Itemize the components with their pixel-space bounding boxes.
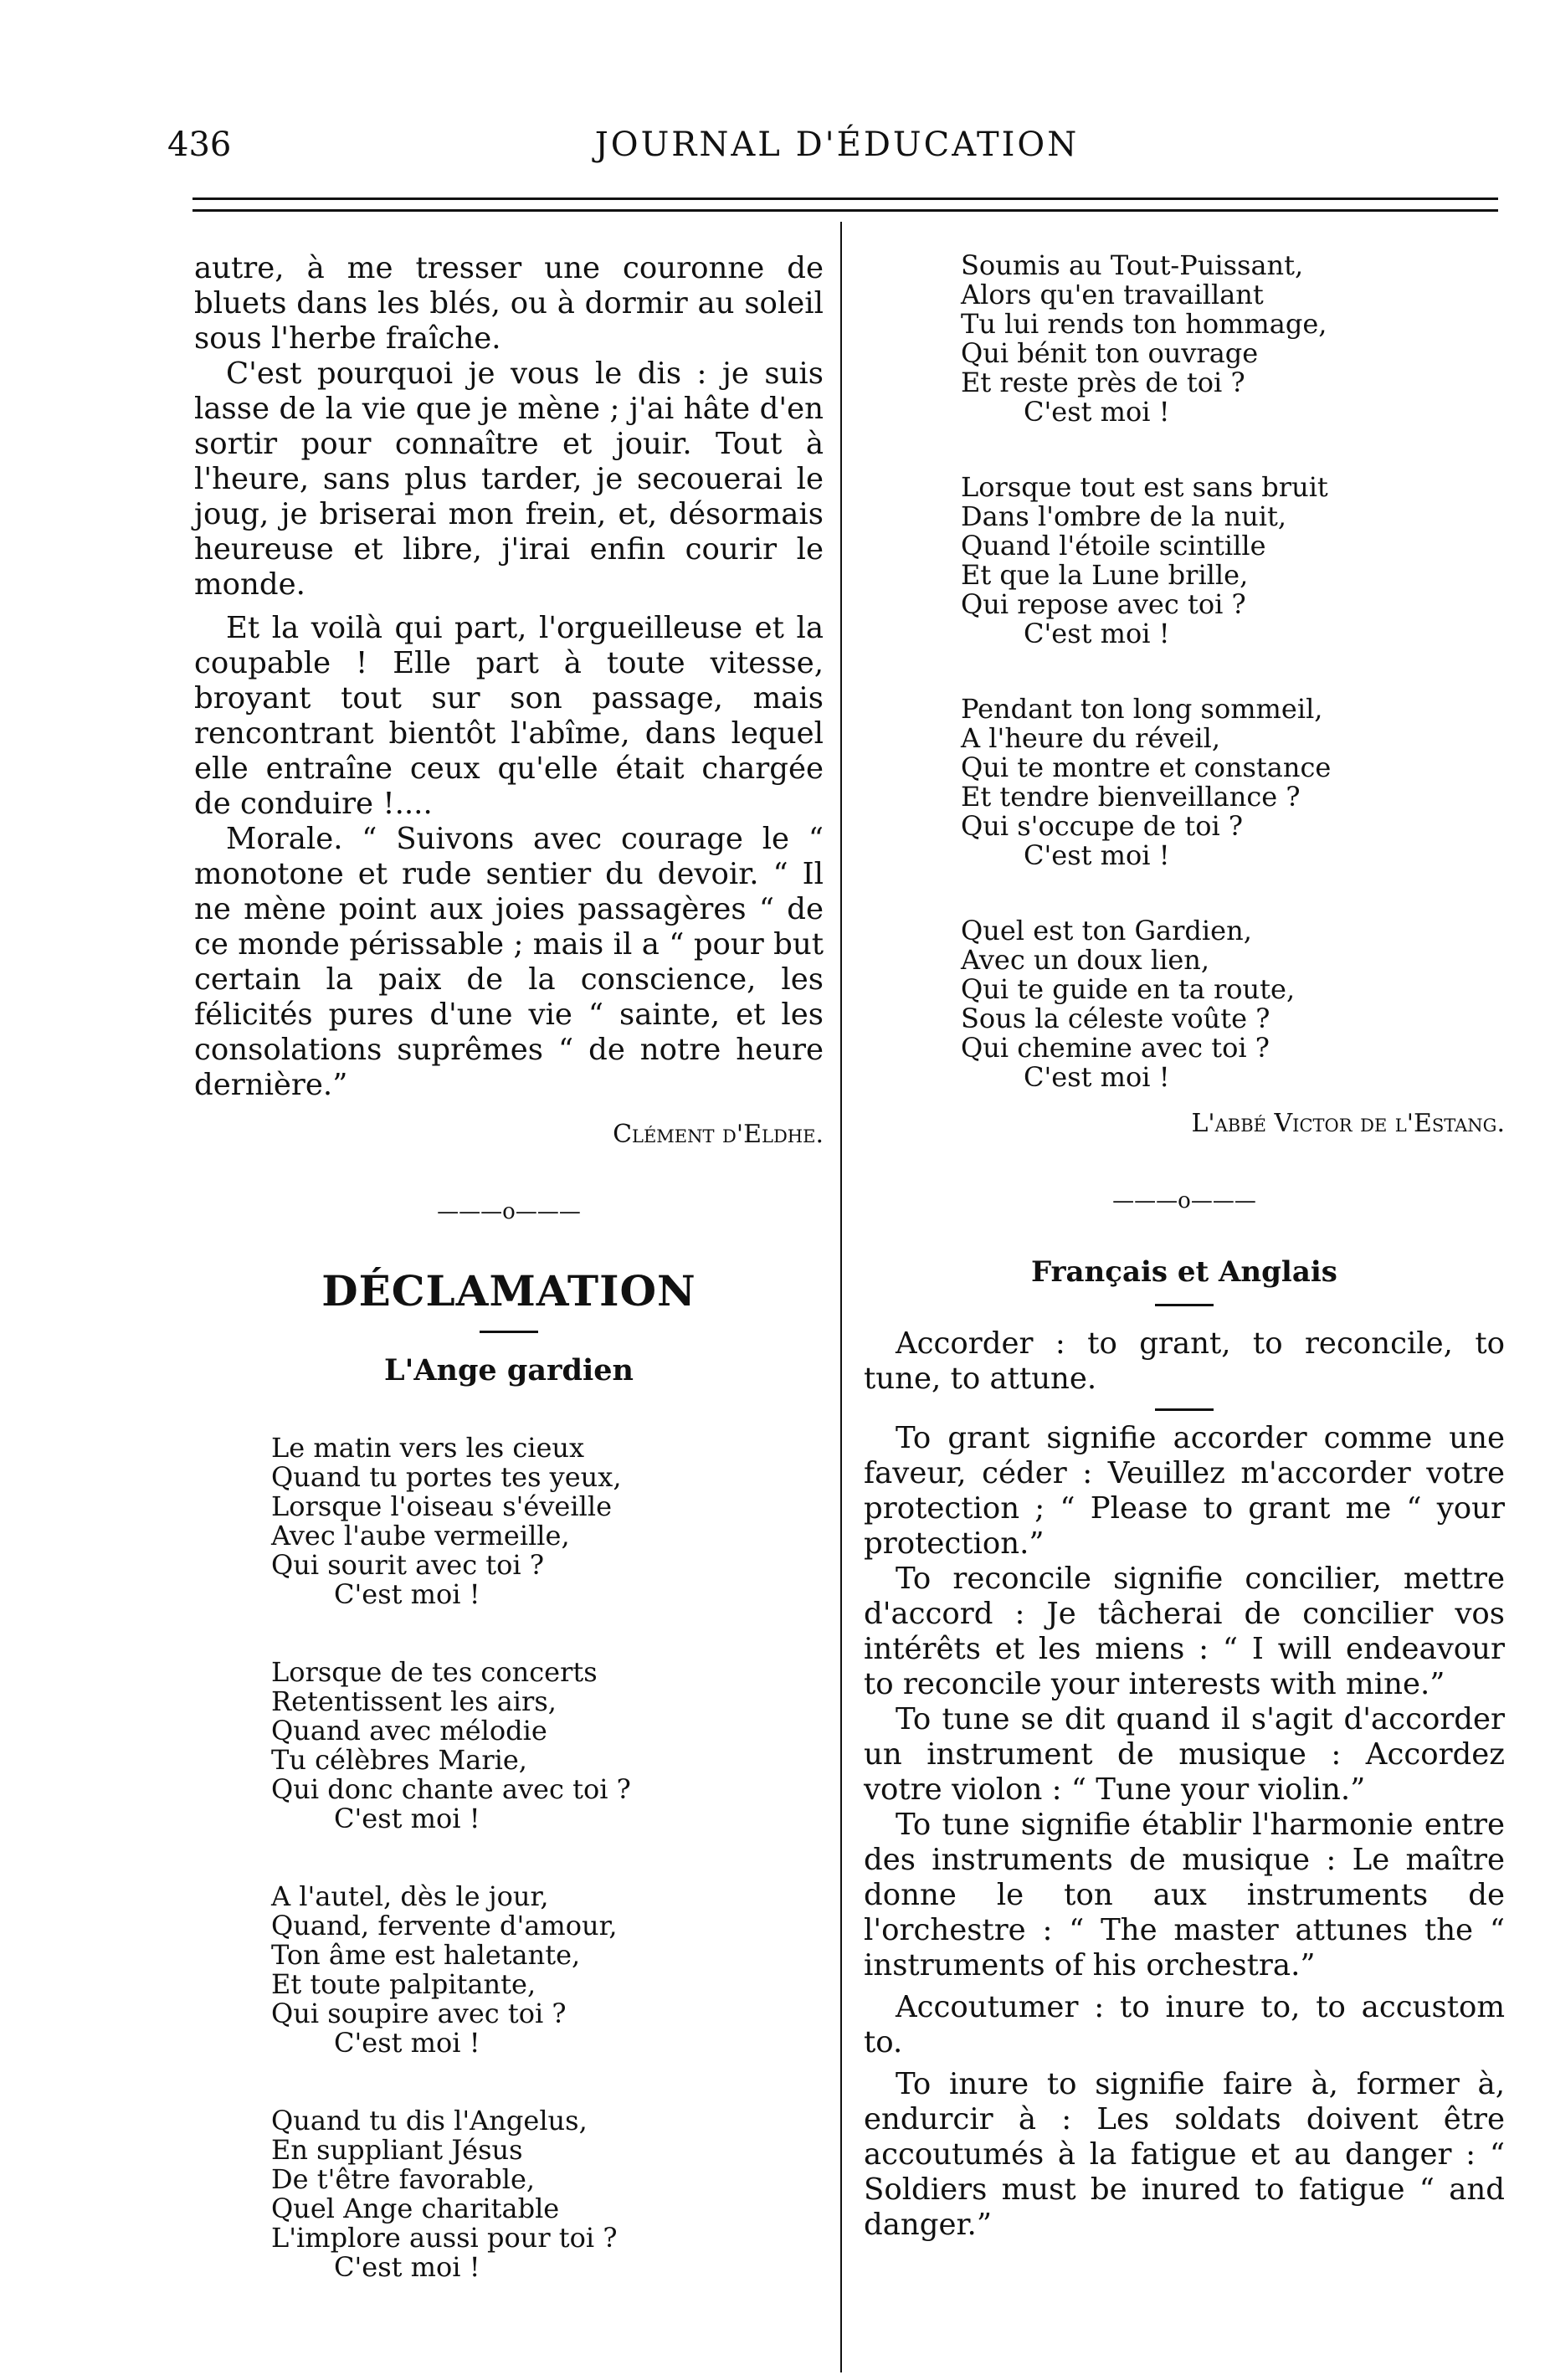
refrain-line: C'est moi ! xyxy=(1024,618,1170,649)
verse-line: Quel Ange charitable xyxy=(271,2193,560,2224)
page-number: 436 xyxy=(167,126,232,164)
stanza xyxy=(961,916,1505,1092)
verse-line: Le matin vers les cieux xyxy=(271,1432,585,1464)
verse-line: Quand tu portes tes yeux, xyxy=(271,1461,622,1493)
story-text xyxy=(194,251,824,1103)
verse-line: Qui donc chante avec toi ? xyxy=(271,1773,631,1805)
verse-line: Qui te montre et constance xyxy=(961,751,1332,783)
verse-line: Sous la céleste voûte ? xyxy=(961,1003,1270,1034)
refrain-line: C'est moi ! xyxy=(1024,1061,1170,1093)
header-rule-bottom xyxy=(192,209,1498,212)
entry-heading: Accorder : to grant, to reconcile, to tune, to attune. xyxy=(864,1326,1505,1396)
verse-line: Qui te guide en ta route, xyxy=(961,973,1296,1005)
author-signature: Clément d'Eldhe. xyxy=(613,1120,824,1149)
entry-paragraph: To tune se dit quand il s'agit d'accorder un instrument de musique : Accordez votre violon : “ Tune your violin.” xyxy=(864,1702,1505,1807)
verse-line: Retentissent les airs, xyxy=(271,1685,557,1717)
refrain-line: C'est moi ! xyxy=(334,1578,480,1610)
stanza xyxy=(961,473,1505,649)
paragraph: Et la voilà qui part, l'orgueilleuse et la coupable ! Elle part à toute vitesse, broyant tout sur son passage, mais rencontrant bientôt l'abîme, dans lequel elle entraîne ceux qu'elle était chargée de conduire !.... xyxy=(194,611,824,821)
entry-heading: Accoutumer : to inure to, to accustom to. xyxy=(864,1990,1505,2059)
poem-title: L'Ange gardien xyxy=(384,1353,634,1387)
verse-line: Quand tu dis l'Angelus, xyxy=(271,2105,588,2136)
title-rule xyxy=(480,1331,538,1333)
verse-line: L'implore aussi pour toi ? xyxy=(271,2222,618,2254)
verse-line: Soumis au Tout-Puissant, xyxy=(961,249,1304,281)
verse-line: Pendant ton long sommeil, xyxy=(961,693,1323,725)
verse-line: Qui bénit ton ouvrage xyxy=(961,337,1259,369)
section-separator: ———o——— xyxy=(1112,1188,1256,1213)
stanza xyxy=(961,251,1505,427)
title-rule xyxy=(1155,1304,1214,1306)
entry-paragraph: To reconcile signifie concilier, mettre d'accord : Je tâcherai de concilier vos intérêts et les miens : “ I will endeavour to reconcile your interests with mine.” xyxy=(864,1562,1505,1701)
refrain-line: C'est moi ! xyxy=(334,2251,480,2283)
verse-line: Qui repose avec toi ? xyxy=(961,588,1246,620)
moral-paragraph: Morale. “ Suivons avec courage le “ monotone et rude sentier du devoir. “ Il ne mène point aux joies passagères “ de ce monde périssable ; mais il a “ pour but certain la paix de la conscience, les félicités pures d'une vie “ sainte, et les consolations suprêmes “ de notre heure dernière.” xyxy=(194,822,824,1102)
verse-line: Ton âme est haletante, xyxy=(271,1939,581,1971)
running-header xyxy=(167,126,1507,176)
section-separator: ———o——— xyxy=(437,1199,581,1224)
column-divider xyxy=(840,222,842,2372)
paragraph: autre, à me tresser une couronne de bluets dans les blés, ou à dormir au soleil sous l'herbe fraîche. xyxy=(194,251,824,356)
stanza xyxy=(271,1658,824,1834)
separator-mark: o xyxy=(1178,1188,1191,1213)
verse-line: Quand avec mélodie xyxy=(271,1715,547,1747)
refrain-line: C'est moi ! xyxy=(1024,396,1170,428)
separator-mark: o xyxy=(502,1199,516,1224)
verse-line: Avec l'aube vermeille, xyxy=(271,1520,570,1552)
section-title: DÉCLAMATION xyxy=(321,1266,696,1316)
stanza xyxy=(271,1434,824,1609)
verse-line: De t'être favorable, xyxy=(271,2163,536,2195)
verse-line: Quand l'étoile scintille xyxy=(961,530,1266,562)
stanza xyxy=(271,2106,824,2282)
verse-line: Et reste près de toi ? xyxy=(961,367,1245,398)
stanza xyxy=(961,695,1505,870)
left-column xyxy=(194,251,824,2331)
verse-line: Avec un doux lien, xyxy=(961,944,1210,976)
paragraph: C'est pourquoi je vous le dis : je suis lasse de la vie que je mène ; j'ai hâte d'en sortir pour connaître et jouir. Tout à l'heure, sans plus tarder, je secouerai le joug, je briserai mon frein, et, désormais heureuse et libre, j'irai enfin courir le monde. xyxy=(194,356,824,602)
verse-line: Et toute palpitante, xyxy=(271,1968,536,2000)
verse-line: Et tendre bienveillance ? xyxy=(961,781,1301,813)
entry-paragraph: To inure to signifie faire à, former à, endurcir à : Les soldats doivent être accoutumés à la fatigue et au danger : “ Soldiers must be inured to fatigue “ and danger.” xyxy=(864,2067,1505,2242)
author-signature: L'abbé Victor de l'Estang. xyxy=(1191,1109,1505,1138)
entry-rule xyxy=(1155,1408,1214,1411)
verse-line: Lorsque l'oiseau s'éveille xyxy=(271,1490,612,1522)
verse-line: Lorsque de tes concerts xyxy=(271,1656,598,1688)
entry-paragraph: To tune signifie établir l'harmonie entre des instruments de musique : Le maître donne le ton aux instruments de l'orchestre : “ The master attunes the “ instruments of his orchestra.” xyxy=(864,1808,1505,1982)
verse-line: Qui chemine avec toi ? xyxy=(961,1032,1270,1064)
verse-line: Dans l'ombre de la nuit, xyxy=(961,500,1287,532)
refrain-line: C'est moi ! xyxy=(334,2027,480,2059)
verse-line: Quand, fervente d'amour, xyxy=(271,1910,618,1941)
verse-line: A l'heure du réveil, xyxy=(961,722,1221,754)
verse-line: Qui sourit avec toi ? xyxy=(271,1549,544,1581)
verse-line: Alors qu'en travaillant xyxy=(961,279,1264,310)
stanza xyxy=(271,1882,824,2058)
verse-line: Qui soupire avec toi ? xyxy=(271,1998,567,2029)
verse-line: Et que la Lune brille, xyxy=(961,559,1249,591)
verse-line: Tu lui rends ton hommage, xyxy=(961,308,1327,340)
entry-paragraph: To grant signifie accorder comme une faveur, céder : Veuillez m'accorder votre protection ; “ Please to grant me “ your protection.” xyxy=(864,1421,1505,1561)
verse-line: Quel est ton Gardien, xyxy=(961,915,1252,946)
verse-line: Lorsque tout est sans bruit xyxy=(961,471,1328,503)
verse-line: Qui s'occupe de toi ? xyxy=(961,810,1244,842)
header-rule-top xyxy=(192,197,1498,200)
section-title: Français et Anglais xyxy=(1031,1255,1337,1289)
verse-line: En suppliant Jésus xyxy=(271,2134,523,2166)
refrain-line: C'est moi ! xyxy=(1024,839,1170,871)
refrain-line: C'est moi ! xyxy=(334,1803,480,1834)
right-column xyxy=(864,251,1505,2243)
running-title: JOURNAL D'ÉDUCATION xyxy=(594,126,1080,164)
verse-line: A l'autel, dès le jour, xyxy=(271,1880,549,1912)
vocabulary-entries xyxy=(864,1326,1505,2243)
verse-line: Tu célèbres Marie, xyxy=(271,1744,527,1776)
